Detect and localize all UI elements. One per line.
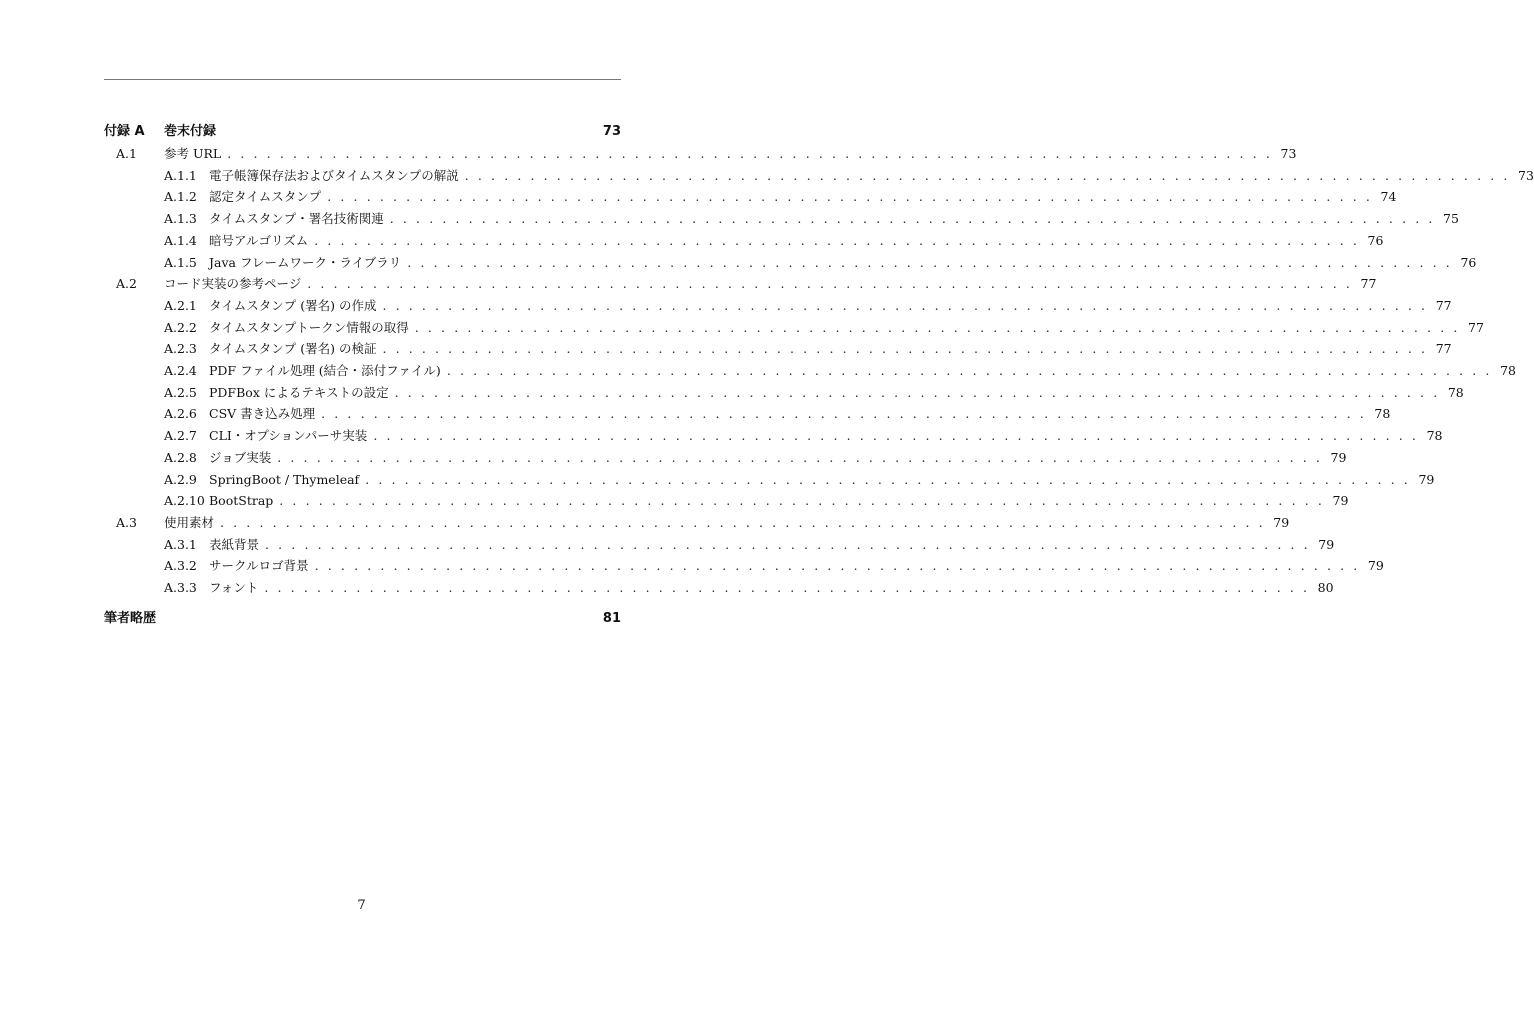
entry-page: 73: [1280, 146, 1297, 161]
entry-title: タイムスタンプ・署名技術関連: [209, 211, 384, 227]
entry-page: 74: [1380, 189, 1397, 205]
chapter-page: 73: [602, 124, 621, 139]
entry-page: 78: [1426, 428, 1443, 444]
entry-number: A.1.4: [164, 232, 197, 248]
entry-title: フォント: [209, 580, 259, 595]
dot-leader: . . . . . . . . . . . . . . . . . . . . . . . . . . . . . . . . . . . . . . . . . . . . . . . . . . . . . . . . . . . . . . . . . . . . . . . . . . . . . . . .: [382, 297, 1428, 313]
dot-leader: . . . . . . . . . . . . . . . . . . . . . . . . . . . . . . . . . . . . . . . . . . . . . . . . . . . . . . . . . . . . . . . . . . . . . . . . . . . . . . . .: [279, 493, 1325, 509]
dot-leader: . . . . . . . . . . . . . . . . . . . . . . . . . . . . . . . . . . . . . . . . . . . . . . . . . . . . . . . . . . . . . . . . . . . . . . . . . . . . . . . .: [394, 384, 1440, 400]
dot-leader: . . . . . . . . . . . . . . . . . . . . . . . . . . . . . . . . . . . . . . . . . . . . . . . . . . . . . . . . . . . . . . . . . . . . . . . . . . . . . . . .: [464, 167, 1510, 183]
entry-page: 79: [1332, 493, 1349, 509]
entry-title: サークルロゴ背景: [209, 558, 309, 574]
entry-title: 使用素材: [164, 514, 215, 530]
toc-subsection[interactable]: [104, 404, 1391, 424]
entry-title: タイムスタンプ (署名) の作成: [209, 297, 377, 313]
entry-number: A.2.5: [164, 384, 197, 400]
entry-title: タイムスタンプトークン情報の取得: [209, 319, 409, 335]
entry-number: A.2.9: [164, 471, 197, 487]
entry-page: 79: [1418, 471, 1435, 487]
toc-section[interactable]: [104, 274, 1377, 294]
toc-subsection[interactable]: [104, 253, 1477, 273]
entry-page: 73: [1518, 167, 1534, 183]
dot-leader: . . . . . . . . . . . . . . . . . . . . . . . . . . . . . . . . . . . . . . . . . . . . . . . . . . . . . . . . . . . . . . . . . . . . . . . . . . . . . . . .: [265, 536, 1311, 552]
entry-title: 認定タイムスタンプ: [209, 189, 322, 205]
entry-number: A.2: [116, 276, 137, 292]
entry-title: ジョブ実装: [209, 449, 272, 465]
entry-title: 表紙背景: [209, 536, 260, 552]
entry-title: 電子帳簿保存法およびタイムスタンプの解説: [209, 167, 459, 183]
entry-title: SpringBoot / Thymeleaf: [209, 471, 360, 487]
toc-subsection[interactable]: [104, 361, 1516, 381]
chapter-title: 巻末付録: [164, 124, 217, 139]
entry-number: A.2.3: [164, 341, 197, 357]
entry-number: A.3.3: [164, 580, 197, 595]
entry-page: 79: [1318, 536, 1335, 552]
entry-page: 78: [1374, 406, 1391, 422]
toc-subsection[interactable]: [104, 339, 1452, 359]
dot-leader: . . . . . . . . . . . . . . . . . . . . . . . . . . . . . . . . . . . . . . . . . . . . . . . . . . . . . . . . . . . . . . . . . . . . . . . . . . . . . . . .: [314, 232, 1360, 248]
toc-subsection[interactable]: [104, 448, 1347, 468]
toc-subsection[interactable]: [104, 231, 1384, 251]
dot-leader: . . . . . . . . . . . . . . . . . . . . . . . . . . . . . . . . . . . . . . . . . . . . . . . . . . . . . . . . . . . . . . . . . . . . . . . . . . . . . . . .: [277, 449, 1323, 465]
entry-number: A.2.7: [164, 428, 197, 444]
entry-title: 暗号アルゴリズム: [209, 232, 309, 248]
toc-subsection[interactable]: [104, 535, 1335, 555]
entry-number: A.1: [116, 146, 137, 161]
entry-page: 78: [1500, 363, 1516, 378]
toc-subsection[interactable]: [104, 296, 1452, 316]
entry-page: 76: [1460, 254, 1477, 270]
entry-page: 77: [1468, 319, 1484, 335]
dot-leader: . . . . . . . . . . . . . . . . . . . . . . . . . . . . . . . . . . . . . . . . . . . . . . . . . . . . . . . . . . . . . . . . . . . . . . . . . . . . . . . .: [365, 471, 1411, 487]
chapter-number: 付録 A: [104, 124, 145, 139]
dot-leader: . . . . . . . . . . . . . . . . . . . . . . . . . . . . . . . . . . . . . . . . . . . . . . . . . . . . . . . . . . . . . . . . . . . . . . . . . . . . . . . .: [321, 406, 1367, 422]
dot-leader: . . . . . . . . . . . . . . . . . . . . . . . . . . . . . . . . . . . . . . . . . . . . . . . . . . . . . . . . . . . . . . . . . . . . . . . . . . . . . . . .: [327, 189, 1373, 205]
entry-page: 79: [1330, 449, 1347, 465]
entry-page: 80: [1317, 580, 1334, 595]
toc-chapter-appendix-a[interactable]: [104, 122, 621, 142]
entry-page: 79: [1273, 514, 1290, 530]
entry-page: 77: [1435, 297, 1452, 313]
entry-title: 参考 URL: [164, 146, 222, 161]
entry-page: 77: [1360, 276, 1377, 292]
dot-leader: . . . . . . . . . . . . . . . . . . . . . . . . . . . . . . . . . . . . . . . . . . . . . . . . . . . . . . . . . . . . . . . . . . . . . . . . . . . . . . . .: [220, 514, 1266, 530]
toc-section[interactable]: [104, 144, 1297, 164]
toc-subsection[interactable]: [104, 166, 1534, 186]
entry-number: A.1.2: [164, 189, 197, 205]
entry-number: A.3: [116, 514, 137, 530]
dot-leader: . . . . . . . . . . . . . . . . . . . . . . . . . . . . . . . . . . . . . . . . . . . . . . . . . . . . . . . . . . . . . . . . . . . . . . . . . . . . . . . .: [407, 254, 1453, 270]
toc-subsection[interactable]: [104, 426, 1443, 446]
entry-page: 77: [1435, 341, 1452, 357]
dot-leader: . . . . . . . . . . . . . . . . . . . . . . . . . . . . . . . . . . . . . . . . . . . . . . . . . . . . . . . . . . . . . . . . . . . . . . . . . . . . . . . .: [414, 319, 1460, 335]
toc-subsection[interactable]: [104, 209, 1459, 229]
toc-subsection[interactable]: [104, 578, 1334, 598]
dot-leader: . . . . . . . . . . . . . . . . . . . . . . . . . . . . . . . . . . . . . . . . . . . . . . . . . . . . . . . . . . . . . . . . . . . . . . . . . . . . . . . .: [373, 428, 1419, 444]
entry-page: 75: [1443, 211, 1459, 227]
entry-page: 76: [1367, 232, 1384, 248]
toc-subsection[interactable]: [104, 491, 1349, 511]
toc-subsection[interactable]: [104, 318, 1484, 338]
entry-number: A.2.6: [164, 406, 197, 422]
entry-number: A.2.4: [164, 363, 197, 378]
entry-number: A.3.2: [164, 558, 197, 574]
dot-leader: . . . . . . . . . . . . . . . . . . . . . . . . . . . . . . . . . . . . . . . . . . . . . . . . . . . . . . . . . . . . . . . . . . . . . . . . . . . . . . . .: [264, 580, 1310, 595]
dot-leader: . . . . . . . . . . . . . . . . . . . . . . . . . . . . . . . . . . . . . . . . . . . . . . . . . . . . . . . . . . . . . . . . . . . . . . . . . . . . . . . .: [389, 211, 1435, 227]
entry-title: CLI・オプションパーサ実装: [209, 428, 368, 444]
entry-number: A.2.1: [164, 297, 197, 313]
entry-number: A.2.10: [164, 493, 205, 509]
dot-leader: . . . . . . . . . . . . . . . . . . . . . . . . . . . . . . . . . . . . . . . . . . . . . . . . . . . . . . . . . . . . . . . . . . . . . . . . . . . . . . . .: [446, 363, 1492, 378]
entry-page: 78: [1447, 384, 1464, 400]
entry-number: A.1.1: [164, 167, 197, 183]
toc-subsection[interactable]: [104, 556, 1384, 576]
page-number: 7: [357, 898, 366, 913]
entry-number: A.1.5: [164, 254, 197, 270]
chapter-page: 81: [602, 611, 621, 626]
entry-number: A.1.3: [164, 211, 197, 227]
entry-title: コード実装の参考ページ: [164, 276, 302, 292]
dot-leader: . . . . . . . . . . . . . . . . . . . . . . . . . . . . . . . . . . . . . . . . . . . . . . . . . . . . . . . . . . . . . . . . . . . . . . . . . . . . . . . .: [307, 276, 1353, 292]
dot-leader: . . . . . . . . . . . . . . . . . . . . . . . . . . . . . . . . . . . . . . . . . . . . . . . . . . . . . . . . . . . . . . . . . . . . . . . . . . . . . . . .: [382, 341, 1428, 357]
toc-subsection[interactable]: [104, 470, 1435, 490]
toc-chapter-author[interactable]: [104, 609, 621, 629]
entry-title: PDF ファイル処理 (結合・添付ファイル): [209, 363, 441, 378]
entry-page: 79: [1367, 558, 1384, 574]
entry-title: CSV 書き込み処理: [209, 406, 316, 422]
toc-subsection[interactable]: [104, 383, 1464, 403]
chapter-title: 筆者略歴: [104, 611, 157, 626]
entry-title: BootStrap: [209, 493, 274, 509]
dot-leader: . . . . . . . . . . . . . . . . . . . . . . . . . . . . . . . . . . . . . . . . . . . . . . . . . . . . . . . . . . . . . . . . . . . . . . . . . . . . . . . .: [227, 146, 1273, 161]
entry-number: A.2.2: [164, 319, 197, 335]
entry-title: PDFBox によるテキストの設定: [209, 384, 389, 400]
toc-subsection[interactable]: [104, 187, 1397, 207]
entry-title: タイムスタンプ (署名) の検証: [209, 341, 377, 357]
toc-section[interactable]: [104, 513, 1290, 533]
header-rule: [104, 79, 621, 80]
entry-number: A.3.1: [164, 536, 197, 552]
dot-leader: . . . . . . . . . . . . . . . . . . . . . . . . . . . . . . . . . . . . . . . . . . . . . . . . . . . . . . . . . . . . . . . . . . . . . . . . . . . . . . . .: [314, 558, 1360, 574]
entry-title: Java フレームワーク・ライブラリ: [209, 254, 402, 270]
entry-number: A.2.8: [164, 449, 197, 465]
